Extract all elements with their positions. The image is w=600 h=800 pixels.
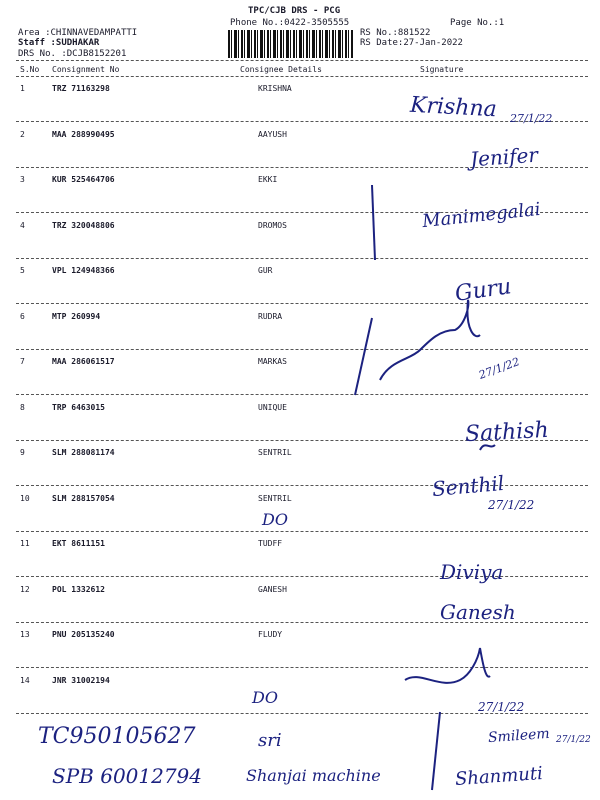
signature-jenifer: Jenifer xyxy=(469,142,539,172)
row-consignee: GUR xyxy=(258,266,273,275)
row-sno: 9 xyxy=(20,448,25,457)
row-sno: 6 xyxy=(20,311,25,321)
handwritten-date: 27/1/22 xyxy=(477,355,522,382)
row-consignment: EKT 8611151 xyxy=(52,539,105,548)
pen-stroke xyxy=(355,318,372,395)
row-consignee: KRISHNA xyxy=(258,84,292,93)
row-consignee: DROMOS xyxy=(258,220,287,230)
handwritten-name: Shanjai machine xyxy=(246,766,381,785)
row-consignment: TRZ 320048806 xyxy=(52,220,115,230)
row-consignee: UNIQUE xyxy=(258,402,287,412)
col-signature: Signature xyxy=(420,65,464,74)
row-consignment: TRZ 71163298 xyxy=(52,84,110,93)
handwritten-do: DO xyxy=(252,688,278,707)
row-sno: 7 xyxy=(20,357,25,366)
row-divider xyxy=(16,349,588,350)
row-consignment: JNR 31002194 xyxy=(52,675,110,685)
row-consignee: SENTRIL xyxy=(258,493,292,503)
row-consignment: MAA 286061517 xyxy=(52,357,115,366)
row-sno: 8 xyxy=(20,402,25,412)
row-sno: 10 xyxy=(20,493,30,503)
row-divider xyxy=(16,121,588,122)
staff-label: Staff :SUDHAKAR xyxy=(18,38,100,48)
row-consignment: SLM 288081174 xyxy=(52,448,115,457)
row-divider xyxy=(16,303,588,304)
row-consignee: AAYUSH xyxy=(258,129,287,139)
col-consignee: Consignee Details xyxy=(240,65,322,74)
signature-manimegalai: Manimegalai xyxy=(421,198,542,233)
handwritten-date: 27/1/22 xyxy=(510,112,553,125)
row-consignment: MTP 260994 xyxy=(52,311,101,321)
rs-date: RS Date:27-Jan-2022 xyxy=(360,38,463,48)
row-sno: 2 xyxy=(20,129,25,139)
row-sno: 11 xyxy=(20,539,30,548)
row-sno: 4 xyxy=(20,220,25,230)
row-divider xyxy=(16,667,588,668)
row-sno: 3 xyxy=(20,175,25,184)
handwritten-date: 27/1/22 xyxy=(556,735,591,745)
handwritten-consignment: TC950105627 xyxy=(38,724,196,749)
row-consignment: MAA 288990495 xyxy=(52,129,115,139)
signature-diviya: Diviya xyxy=(440,560,504,584)
row-consignment: PNU 205135240 xyxy=(52,630,115,639)
row-sno: 1 xyxy=(20,84,25,93)
col-consignment: Consignment No xyxy=(52,65,120,74)
signature-krishna: Krishna xyxy=(409,92,498,123)
handwritten-name: sri xyxy=(258,730,282,751)
row-divider xyxy=(16,531,588,532)
handwritten-date: 27/1/22 xyxy=(488,498,535,512)
signature-scribble xyxy=(380,300,480,380)
area-label: Area :CHINNAVEDAMPATTI xyxy=(18,28,138,38)
row-consignment: TRP 6463015 xyxy=(52,402,105,412)
row-consignee: RUDRA xyxy=(258,311,283,321)
handwritten-do: DO xyxy=(262,510,288,529)
row-consignment: POL 1332612 xyxy=(52,584,105,594)
signature-scribble xyxy=(405,648,490,683)
signature-guru: Guru xyxy=(453,274,513,307)
signature-ganesh: Ganesh xyxy=(440,600,516,624)
drs-number: DRS No. :DCJB8152201 xyxy=(18,49,127,59)
row-sno: 13 xyxy=(20,630,30,639)
row-sno: 12 xyxy=(20,584,30,594)
handwritten-consignment: SPB 60012794 xyxy=(52,764,203,788)
row-consignee: GANESH xyxy=(258,584,287,594)
row-consignee: SENTRIL xyxy=(258,448,292,457)
row-divider xyxy=(16,394,588,395)
row-sno: 14 xyxy=(20,675,30,685)
signature-scribble: Smileem xyxy=(487,725,551,747)
document-title: TPC/CJB DRS - PCG xyxy=(248,6,341,16)
row-consignee: FLUDY xyxy=(258,630,283,639)
row-divider xyxy=(16,258,588,259)
row-consignee: EKKI xyxy=(258,175,278,184)
row-consignment: KUR 525464706 xyxy=(52,175,115,184)
signature-sathish: Sathish xyxy=(464,417,550,448)
page-number: Page No.:1 xyxy=(450,18,505,28)
header-rule-bottom xyxy=(16,76,588,77)
row-consignment: SLM 288157054 xyxy=(52,493,115,503)
phone-number: Phone No.:0422-3505555 xyxy=(230,18,350,28)
row-sno: 5 xyxy=(20,266,25,275)
handwritten-date: 27/1/22 xyxy=(478,700,525,714)
row-consignee: TUDFF xyxy=(258,539,283,548)
pen-stroke xyxy=(432,712,440,790)
signature-senthil: Senthil xyxy=(431,470,506,502)
barcode xyxy=(228,30,353,58)
pen-stroke xyxy=(372,185,375,260)
col-sno: S.No xyxy=(20,65,40,74)
signature-scribble: Shanmuti xyxy=(454,762,544,791)
header-rule-top xyxy=(16,60,588,61)
rs-number: RS No.:881522 xyxy=(360,28,431,38)
row-consignee: MARKAS xyxy=(258,357,287,366)
row-consignment: VPL 124948366 xyxy=(52,266,115,275)
